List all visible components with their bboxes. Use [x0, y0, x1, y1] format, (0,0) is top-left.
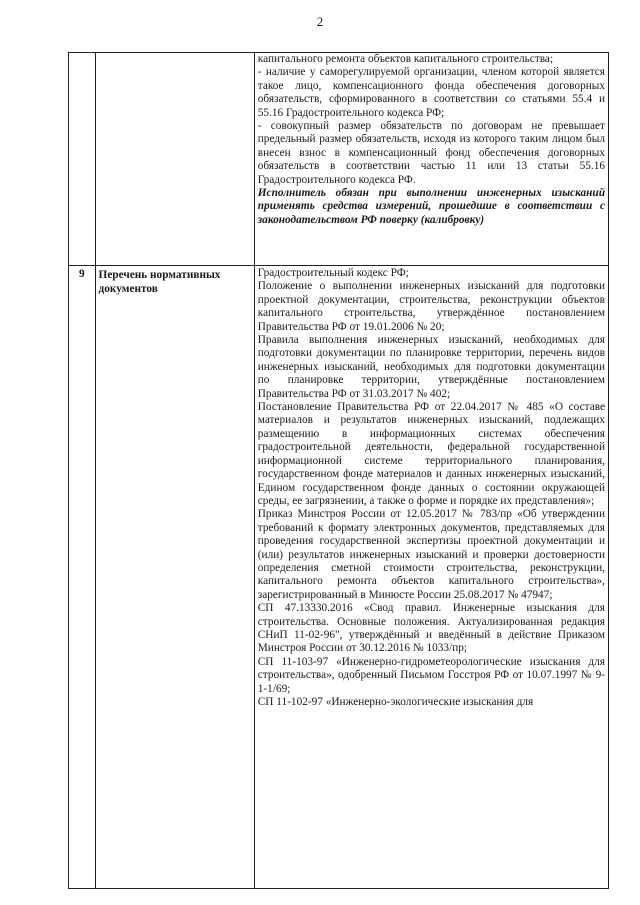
requirements-table: [68, 52, 609, 889]
paragraph: Приказ Минстроя России от 12.05.2017 № 783/пр «Об утверждении требований к формату электронных документов, представляемых для проведения государственной экспертизы проектной документации и (или) результатов инженерных изысканий и проверки достоверности определения сметной стоимости строительства, реконструкции, капитального ремонта объектов капитального строительства», зарегистрированный в Минюсте России 25.08.2017 № 47947;: [257, 508, 605, 601]
paragraph: капитального ремонта объектов капитального строительства;: [257, 53, 554, 65]
row-number-cell: 9: [69, 266, 96, 889]
page-number: 2: [316, 14, 324, 29]
paragraph: СП 11-103-97 «Инженерно-гидрометеорологические изыскания для строительства», одобренный Письмом Госстроя РФ от 10.07.1997 № 9-1-1/69;: [257, 655, 605, 695]
row-label-cell: [95, 53, 254, 266]
paragraph: - наличие у саморегулируемой организации, членом которой является такое лицо, компенсационного фонда обеспечения договорных обязательств, сформированного в соответствии со статьями 55.4 и 55.16 Градостроительного кодекса РФ;: [257, 66, 605, 119]
table-row: [69, 53, 609, 266]
row-content-cell: [254, 53, 608, 266]
paragraph: Постановление Правительства РФ от 22.04.2017 № 485 «О составе материалов и результатов инженерных изысканий, подлежащих размещению в информационных системах обеспечения градостроительной деятельности, федеральной государственной информационной системе территориального планирования, государственном фонде материалов и данных инженерных изысканий, Едином государственном фонде данных о состоянии окружающей среды, ее загрязнении, а также о форме и порядке их представления»;: [257, 401, 605, 507]
paragraph: СП 11-102-97 «Инженерно-экологические изыскания для: [257, 696, 534, 708]
table-row: [69, 266, 609, 889]
paragraph: СП 47.13330.2016 «Свод правил. Инженерные изыскания для строительства. Основные положения. Актуализированная редакция СНиП 11-02-96", утверждённый и введённый в действие Приказом Минстроя России от 30.12.2016 № 1033/пр;: [257, 602, 605, 655]
paragraph: Правила выполнения инженерных изысканий, необходимых для подготовки документации по планировке территории, перечень видов инженерных изысканий, необходимых для подготовки документации по планировке территории, утверждённые постановлением Правительства РФ от 31.03.2017 № 402;: [257, 334, 605, 400]
paragraph: - совокупный размер обязательств по договорам не превышает предельный размер обязательств, исходя из которого таким лицом был внесен взнос в компенсационный фонд обеспечения договорных обязательств в соответствии частью 11 или 13 статьи 55.16 Градостроительного кодекса РФ.: [257, 120, 605, 186]
paragraph: Градостроительный кодекс РФ;: [257, 267, 409, 279]
emphasis-paragraph: Исполнитель обязан при выполнении инженерных изысканий применять средства измерений, прошедшие в соответствии с законодательством РФ поверку (калибровку): [257, 187, 605, 226]
row-label-cell: Перечень нормативных документов: [95, 266, 254, 889]
row-content-cell: [254, 266, 608, 889]
row-number-cell: [69, 53, 96, 266]
paragraph: Положение о выполнении инженерных изысканий для подготовки проектной документации, строительства, реконструкции объектов капитального строительства, утверждённое постановлением Правительства РФ от 19.01.2006 № 20;: [257, 280, 605, 333]
